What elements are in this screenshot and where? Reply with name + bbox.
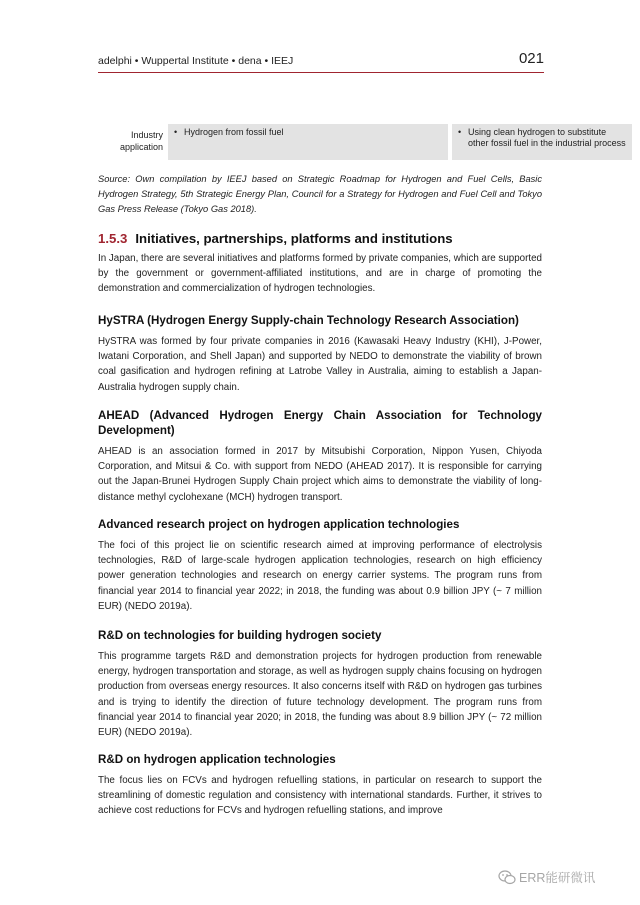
- table-cell-text: Using clean hydrogen to substitute other fossil fuel in the industrial process: [468, 127, 626, 148]
- row-label-line1: Industry: [130, 130, 163, 140]
- section-number: 1.5.3: [98, 231, 128, 246]
- bullet: •: [174, 127, 178, 137]
- subsection-body-advanced-research: The foci of this project lie on scientific research aimed at improving performance of electrolysis technologies, R&D of large-scale hydrogen application technologies, research on high efficiency power generation technologies and research on energy carrier systems. The program runs from financial year 2014 to financial year 2022; in 2018, the funding was about 0.9 billion JPY (~ 7 million EUR) (NEDO 2019a).: [98, 540, 542, 612]
- header-organizations: adelphi • Wuppertal Institute • dena • IEEJ: [98, 55, 294, 67]
- table-cell-text: Hydrogen from fossil fuel: [184, 127, 284, 137]
- page-header: [98, 50, 544, 73]
- table-cell-current: [168, 124, 448, 160]
- section-intro: In Japan, there are several initiatives and platforms formed by private companies, which are supported by the government or government-affiliated institutions, and are in charge of promoting the demonstration and commercialization of hydrogen technologies.: [98, 253, 542, 295]
- subsection-body-ahead: AHEAD is an association formed in 2017 by Mitsubishi Corporation, Nippon Yusen, Chiyoda Corporation, and Mitsui & Co. with support from NEDO (AHEAD 2017). It is responsible for carrying out the Japan-Brunei Hydrogen Supply Chain project which aims to demonstrate the viability of long-distance methyl cyclohexane (MCH) hydrogen transport.: [98, 446, 542, 503]
- section-title: Initiatives, partnerships, platforms and institutions: [135, 231, 453, 246]
- watermark: [498, 868, 595, 886]
- section-heading: [98, 231, 453, 246]
- watermark-text: ERR能研微讯: [519, 871, 596, 885]
- subsection-body-hystra: HySTRA was formed by four private companies in 2016 (Kawasaki Heavy Industry (KHI), J-Power, Iwatani Corporation, and Shell Japan) and supported by NEDO to demonstrate the viability of brown coal gasification and hydrogen refining at Latrobe Valley in Australia, aiming to establish a Japan-Australia hydrogen supply chain.: [98, 336, 542, 393]
- wechat-icon: [498, 870, 516, 885]
- subsection-heading-hydrogen-application: R&D on hydrogen application technologies: [98, 753, 336, 766]
- subsection-heading-advanced-research: Advanced research project on hydrogen application technologies: [98, 518, 460, 531]
- page-number: 021: [518, 50, 544, 67]
- subsection-heading-hydrogen-society: R&D on technologies for building hydrogen society: [98, 629, 382, 642]
- table-cell-future: [452, 124, 632, 160]
- table-source-note: Source: Own compilation by IEEJ based on Strategic Roadmap for Hydrogen and Fuel Cells, Basic Hydrogen Strategy, 5th Strategic Energy Plan, Council for a Strategy for Hydrogen and Fuel Cell and Tokyo Gas Press Release (Tokyo Gas 2018).: [98, 174, 542, 214]
- row-label-line2: application: [119, 141, 163, 152]
- table-row-label: [100, 130, 163, 153]
- technology-table-row: [100, 124, 626, 160]
- bullet: •: [458, 127, 462, 137]
- subsection-heading-hystra: HySTRA (Hydrogen Energy Supply-chain Technology Research Association): [98, 314, 519, 327]
- subsection-body-hydrogen-application: The focus lies on FCVs and hydrogen refuelling stations, in particular on research to support the streamlining of domestic regulation and consistency with international standards. Further, it strives to achieve cost reductions for FCVs and hydrogen refuelling stations, and improve: [98, 775, 542, 817]
- subsection-body-hydrogen-society: This programme targets R&D and demonstration projects for hydrogen production from renewable energy, hydrogen transportation and storage, as well as hydrogen supply chains focusing on hydrogen production from overseas energy resources. It also concerns itself with R&D on hydrogen gas turbines and is trying to identify the direction of future technology development. The program runs from financial year 2014 to financial year 2020; in 2018, the funding was about 8.9 billion JPY (~ 72 million EUR) (NEDO 2019a).: [98, 651, 542, 739]
- subsection-heading-ahead: AHEAD (Advanced Hydrogen Energy Chain Association for Technology Development): [98, 409, 542, 437]
